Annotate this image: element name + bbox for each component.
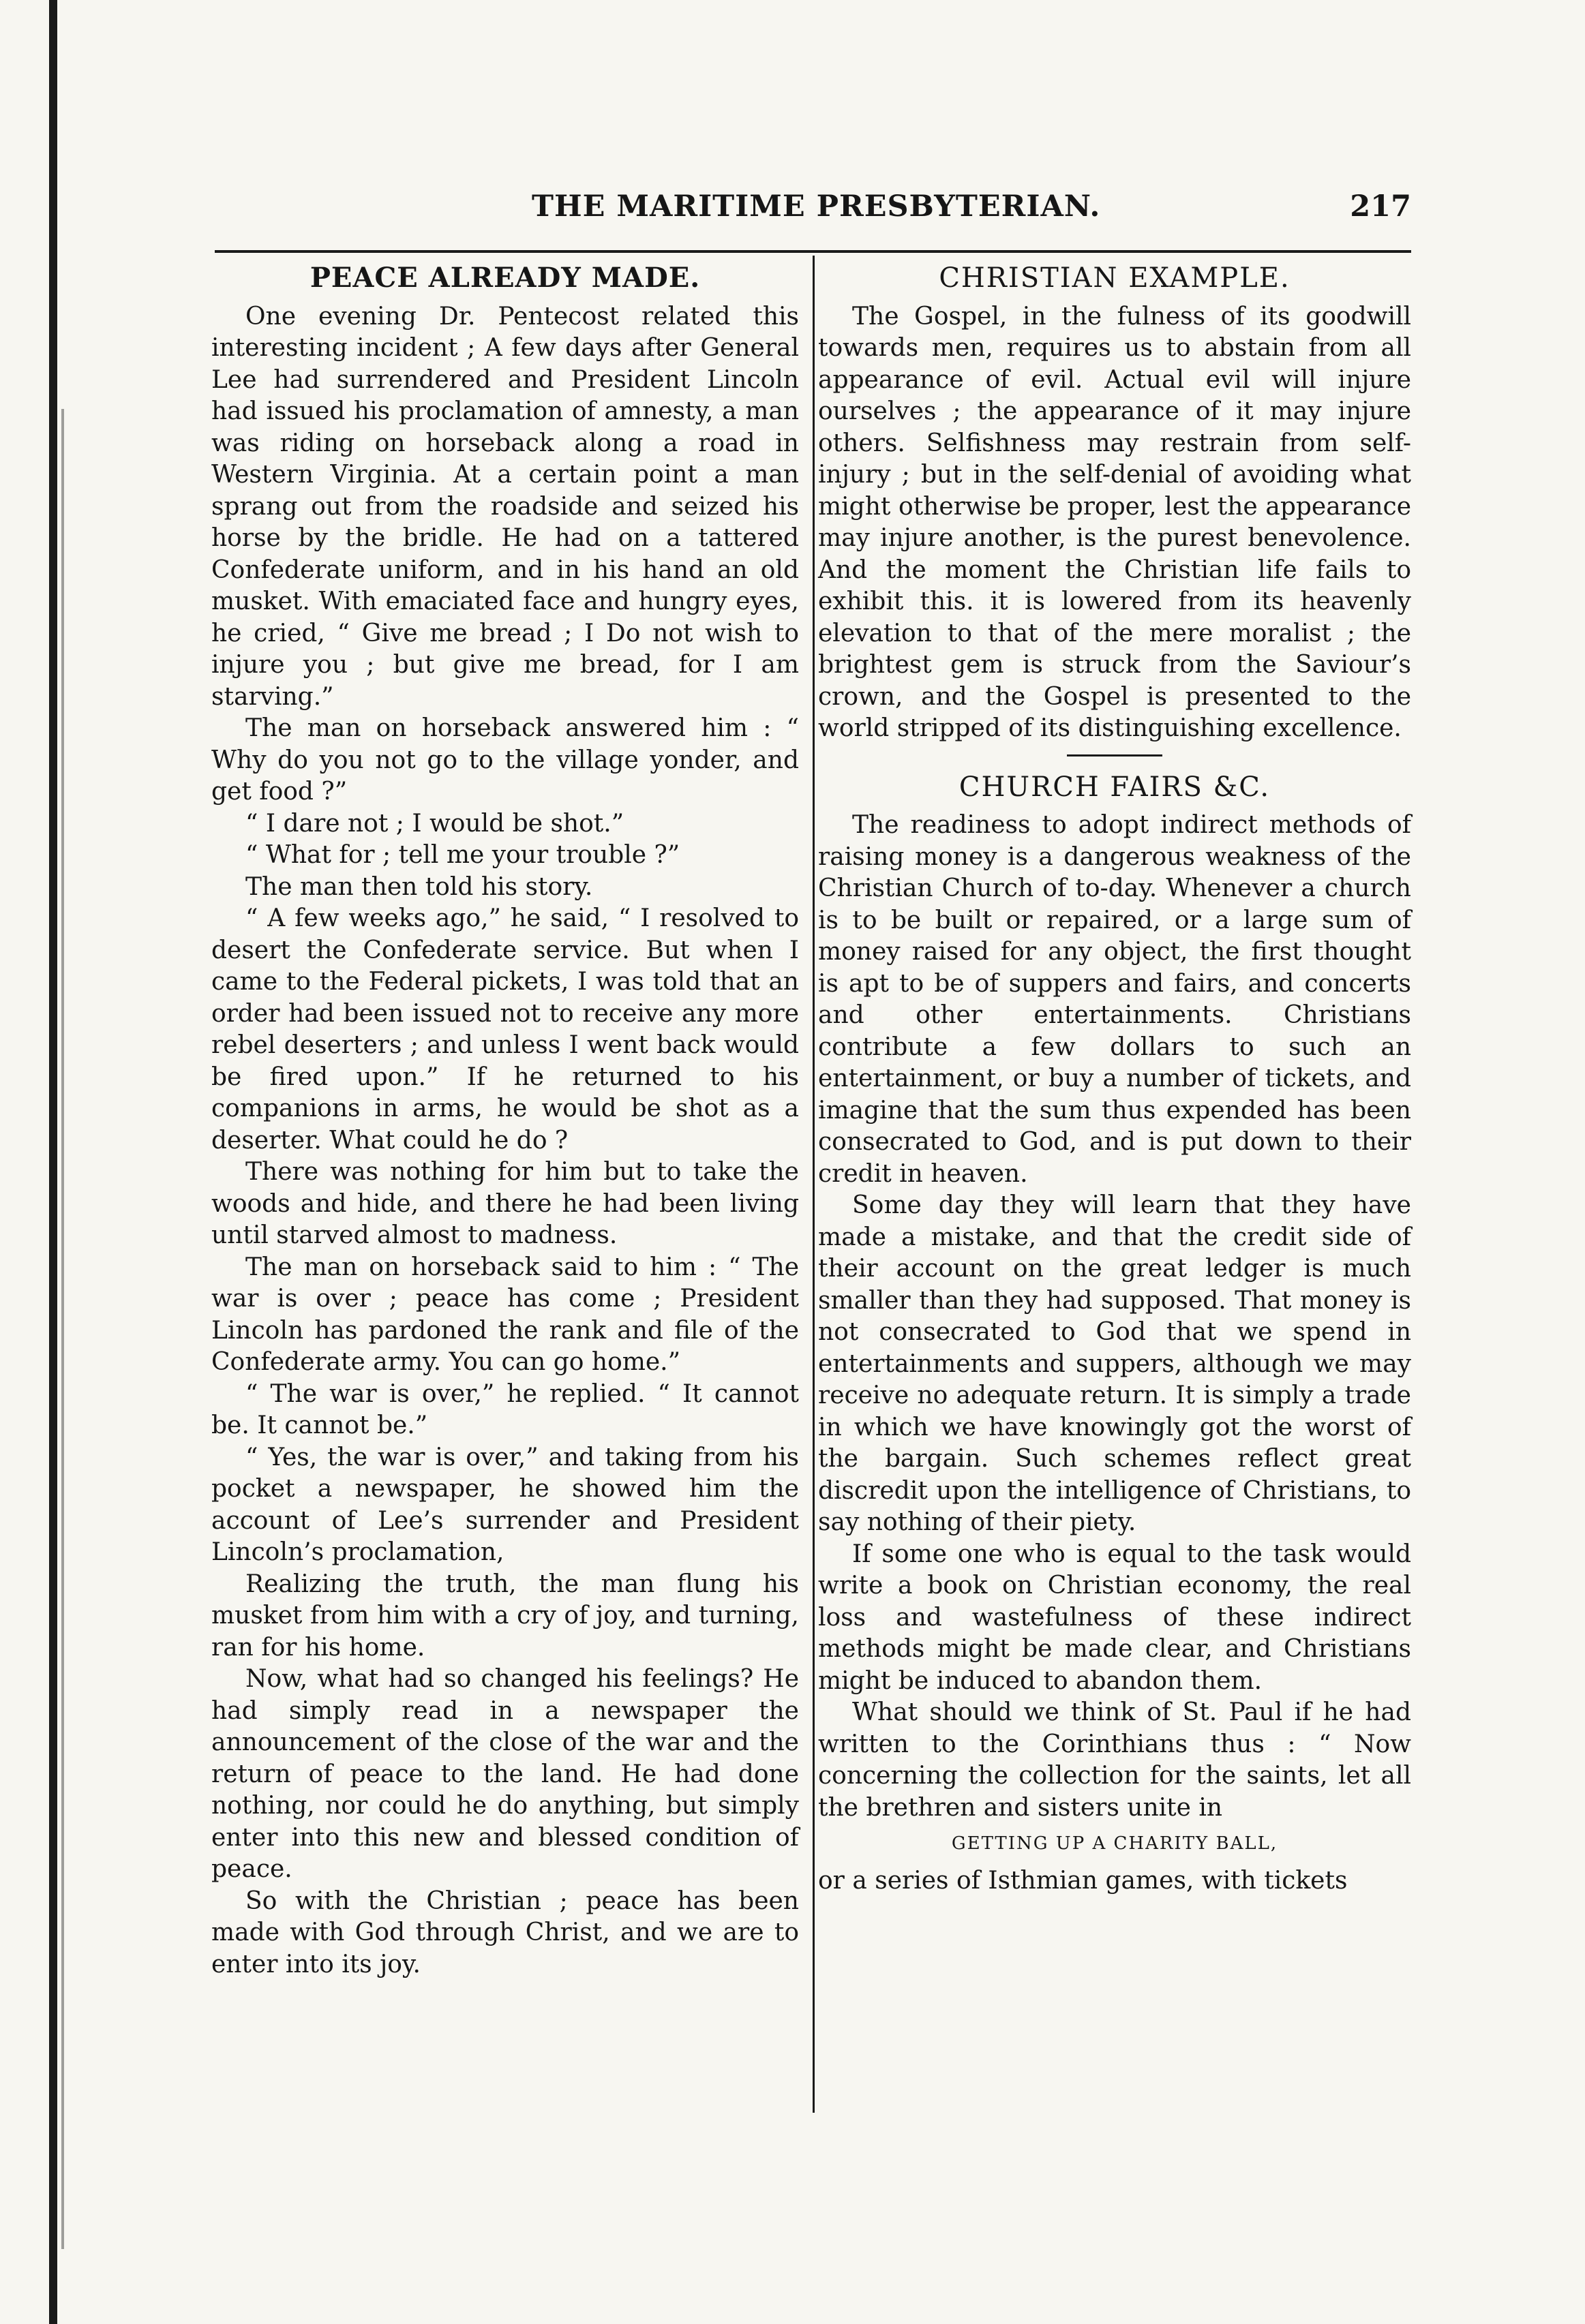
paragraph: There was nothing for him but to take the woods and hide, and there he had been living until starved almost to madness. [211,1158,799,1249]
paragraph: The man on horseback said to him : “ The war is over ; peace has come ; President Lincoln has pardoned the rank and file of the Confederate army. You can go home.” [211,1253,799,1376]
article-title-peace: PEACE ALREADY MADE. [310,262,701,294]
running-header [215,184,1411,239]
article-title-church-fairs: CHURCH FAIRS &C. [958,771,1271,803]
small-caps-line: GETTING UP A CHARITY BALL, [951,1833,1278,1854]
paragraph: The readiness to adopt indirect methods of raising money is a dangerous weakness of the Christian Church of to-day. Whenever a church is to be built or repaired, or a large sum of money raised for any object, the first thought is apt to be of suppers and fairs, and concerts and other entertainments. Christians contribute a few dollars to such an entertainment, or buy a number of tickets, and imagine that the sum thus expended has been consecrated to God, and is put down to their credit in heaven. [818,811,1411,1188]
paragraph: The man then told his story. [245,872,593,901]
binding-edge [49,0,57,2324]
paragraph: “ What for ; tell me your trouble ?” [245,841,680,869]
header-rule [215,250,1411,253]
binding-shadow [61,409,64,2249]
paragraph: The man on horseback answered him : “ Why do you not go to the village yonder, and get food ?” [211,714,799,806]
paragraph: Realizing the truth, the man flung his musket from him with a cry of joy, and turning, ran for his home. [211,1570,799,1662]
paragraph: “ I dare not ; I would be shot.” [245,809,624,838]
paragraph: What should we think of St. Paul if he had written to the Corinthians thus : “ Now concerning the collection for the saints, let all the brethren and sisters unite in [818,1698,1411,1822]
article-title-christian-example: CHRISTIAN EXAMPLE. [939,262,1290,294]
paragraph: One evening Dr. Pentecost related this interesting incident ; A few days after General Lee had surrendered and President Lincoln had issued his proclamation of amnesty, a man was riding on horseback along a road in Western Virginia. At a certain point a man sprang out from the roadside and seized his horse by the bridle. He had on a tattered Confederate uniform, and in his hand an old musket. With emaciated face and hungry eyes, he cried, “ Give me bread ; I Do not wish to injure you ; but give me bread, for I am starving.” [211,302,799,711]
paragraph: “ The war is over,” he replied. “ It cannot be. It cannot be.” [211,1379,799,1439]
left-column [211,262,799,1981]
paragraph: If some one who is equal to the task would write a book on Christian economy, the real loss and wastefulness of these indirect methods might be made clear, and Christians might be induced to abandon them. [818,1540,1411,1695]
paragraph: “ A few weeks ago,” he said, “ I resolved to desert the Confederate service. But when I came to the Federal pickets, I was told that an order had been issued not to receive any more rebel deserters ; and unless I went back would be fired upon.” If he returned to his companions in arms, he would be shot as a deserter. What could he do ? [211,904,799,1155]
paragraph: “ Yes, the war is over,” and taking from his pocket a newspaper, he showed him the account of Lee’s surrender and President Lincoln’s proclamation, [211,1443,799,1566]
paragraph: The Gospel, in the fulness of its goodwill towards men, requires us to abstain from all appearance of evil. Actual evil will injure ourselves ; the appearance of it may injure others. Selfishness may restrain from self-injury ; but in the self-denial of avoiding what might otherwise be proper, lest the appearance may injure another, is the purest benevolence. And the moment the Christian life fails to exhibit this. it is lowered from its heavenly elevation to that of the mere moralist ; the brightest gem is struck from the Saviour’s crown, and the Gospel is presented to the world stripped of its distinguishing excellence. [818,302,1411,742]
paragraph: Some day they will learn that they have made a mistake, and that the credit side of their account on the great ledger is much smaller than they had supposed. That money is not consecrated to God that we spend in entertainments and suppers, although we may receive no adequate return. It is simply a trade in which we have knowingly got the worst of the bargain. Such schemes reflect great discredit upon the intelligence of Christians, to say nothing of their piety. [818,1191,1411,1536]
right-column [818,262,1411,1897]
page-number: 217 [1350,189,1411,224]
column-rule [813,256,815,2113]
paragraph-continuation: or a series of Isthmian games, with tickets [818,1866,1348,1895]
publication-title: THE MARITIME PRESBYTERIAN. [532,189,1101,224]
section-divider [1067,754,1162,756]
paragraph: So with the Christian ; peace has been made with God through Christ, and we are to enter into its joy. [211,1886,799,1978]
paragraph: Now, what had so changed his feelings? He had simply read in a newspaper the announcement of the close of the war and the return of peace to the land. He had done nothing, nor could he do anything, but simply enter into this new and blessed condition of peace. [211,1665,799,1883]
